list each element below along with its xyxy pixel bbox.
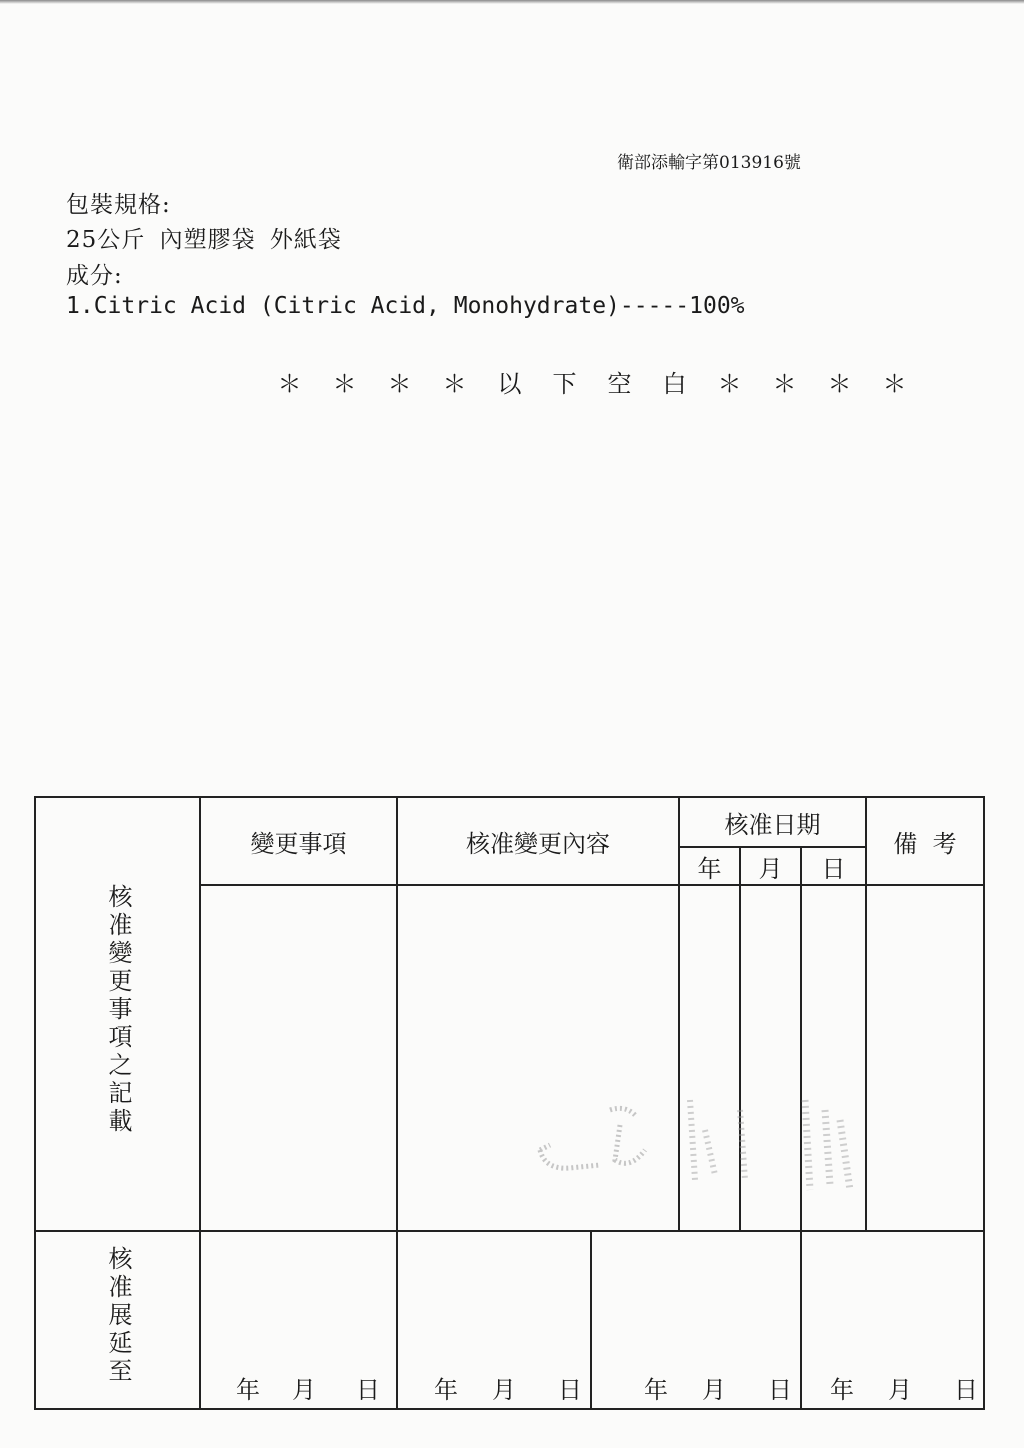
extension-date-1: 年 月 日 [236,1376,380,1404]
marker-char: ＊ [442,370,467,398]
ingredient-item-1: 1.Citric Acid (Citric Acid, Monohydrate)-----100% [66,293,745,319]
marker-char: ＊ [332,370,357,398]
registration-number: 衛部添輸字第013916號 [617,153,801,173]
marker-char: ＊ [277,370,302,398]
extension-date-2: 年 月 日 [434,1376,582,1404]
section-extension-label: 核准展延至 [104,1246,132,1386]
header-change-item: 變更事項 [250,829,347,858]
scan-edge [0,0,1024,4]
marker-char: ＊ [827,370,852,398]
marker-char: 下 [552,370,577,398]
marker-char: ＊ [772,370,797,398]
blank-below-marker [262,364,922,399]
marker-char: 以 [497,370,522,398]
ingredients-label: 成分: [66,263,123,289]
packaging-value: 25公斤 內塑膠袋 外紙袋 [66,227,342,253]
faded-stamp-mark [530,1090,870,1200]
header-change-content: 核准變更內容 [466,829,610,858]
marker-char: 空 [607,370,632,398]
header-approval-date: 核准日期 [724,810,821,839]
packaging-label: 包裝規格: [66,192,171,218]
marker-char: ＊ [882,370,907,398]
marker-char: ＊ [387,370,412,398]
header-day: 日 [821,854,846,883]
section-approval-changes-label: 核准變更事項之記載 [104,884,132,1136]
extension-date-4: 年 月 日 [830,1376,978,1404]
marker-char: 白 [662,370,687,398]
extension-date-3: 年 月 日 [644,1376,792,1404]
header-year: 年 [697,854,722,883]
header-remarks: 備 考 [893,829,957,858]
marker-char: ＊ [717,370,742,398]
header-month: 月 [758,854,783,883]
